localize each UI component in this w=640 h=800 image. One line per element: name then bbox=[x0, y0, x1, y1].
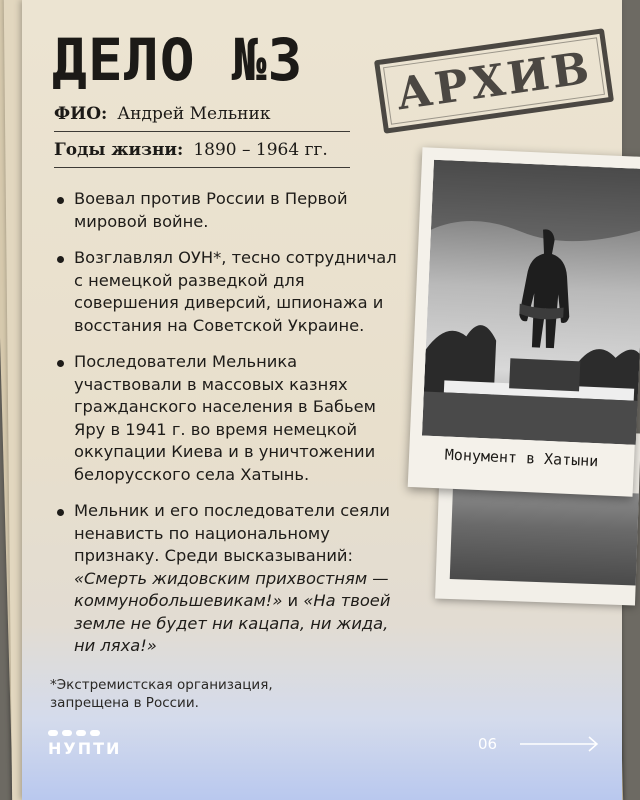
fio-value: Андрей Мельник bbox=[117, 104, 271, 124]
years-field bbox=[54, 140, 350, 168]
list-item bbox=[56, 500, 401, 658]
fio-label: ФИО: bbox=[54, 104, 108, 124]
list-item: Воевал против России в Первой мировой войне. bbox=[56, 188, 401, 233]
quote-second: «На твоей земле не будет ни кацапа, ни жида, ни ляха!» bbox=[74, 591, 391, 655]
list-item: Последователи Мельника участвовали в массовых казнях гражданского населения в Бабьем Яру в 1941 г. во время немецкой оккупации Киева и в уничтожении белорусского села Хатынь. bbox=[56, 351, 401, 486]
archive-stamp: АРХИВ bbox=[374, 28, 614, 134]
photo-caption: Монумент в Хатыни bbox=[444, 445, 599, 471]
footnote: *Экстремистская организация, запрещена в России. bbox=[50, 677, 273, 711]
monument-image bbox=[422, 160, 640, 445]
years-label: Годы жизни: bbox=[54, 140, 184, 160]
years-value: 1890 – 1964 гг. bbox=[193, 140, 328, 160]
page-number: 06 bbox=[478, 735, 498, 753]
photo-card bbox=[408, 147, 640, 496]
brand-logo bbox=[48, 730, 122, 760]
quote-intro: Мельник и его последователи сеяли ненависть по национальному признаку. Среди высказываний: bbox=[74, 501, 390, 565]
logo-text: НУПТИ bbox=[48, 739, 122, 758]
right-arrow-icon[interactable] bbox=[520, 735, 600, 753]
facts-list bbox=[56, 188, 401, 672]
case-title: ДЕЛО №3 bbox=[52, 26, 304, 94]
logo-mark bbox=[48, 730, 112, 736]
quote-connector: и bbox=[282, 591, 304, 610]
fio-field bbox=[54, 104, 350, 132]
monument-photo bbox=[422, 160, 640, 445]
list-item: Возглавлял ОУН*, тесно сотрудничал с немецкой разведкой для совершения диверсий, шпионажа и восстания на Советской Украине. bbox=[56, 247, 401, 337]
quote-first: «Смерть жидовским прихвостням — коммунобольшевикам!» bbox=[74, 568, 389, 610]
background-photo bbox=[450, 487, 639, 585]
